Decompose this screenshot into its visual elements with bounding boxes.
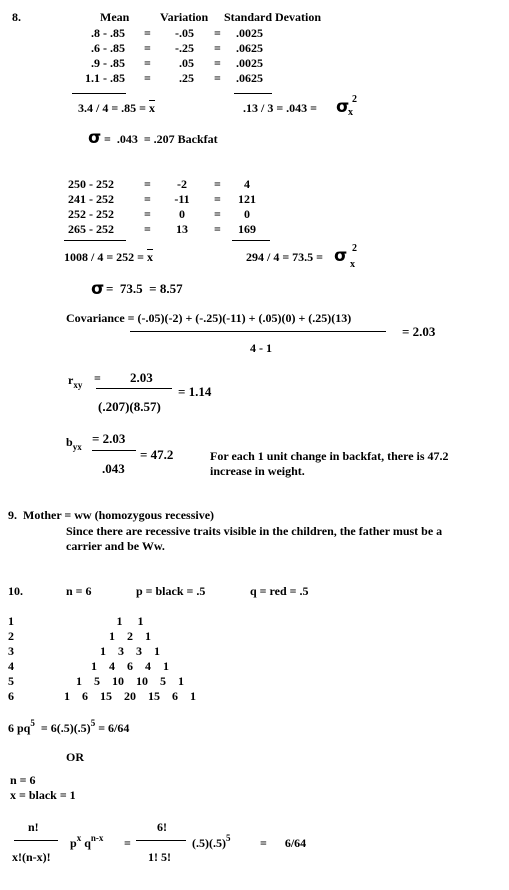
- sigma-symbol: σ: [334, 246, 348, 266]
- row-expr: 252 - 252: [68, 207, 114, 221]
- row-sq: 0: [244, 207, 250, 221]
- row-expr: 241 - 252: [68, 192, 114, 206]
- eq: =: [214, 56, 221, 70]
- binomial-term: 6 $pq^5 = 6(.5)(.5)^5 = 6/64$: [8, 718, 130, 735]
- eq: =: [214, 222, 221, 236]
- row-var: -.05: [175, 26, 194, 40]
- x-black: x = black = 1: [10, 788, 76, 802]
- row-var: -2: [177, 177, 187, 191]
- n-restated: n = 6: [10, 773, 36, 787]
- factorial-denominator: x!(n-x)!: [12, 850, 51, 864]
- weight-sd: = 73.5 = 8.57: [106, 281, 183, 296]
- covariance-denominator: 4 - 1: [250, 341, 272, 355]
- row-expr: .8 - .85: [91, 26, 125, 40]
- eq: =: [144, 222, 151, 236]
- interpretation-line-2: increase in weight.: [210, 464, 305, 478]
- header-mean: Mean: [100, 10, 130, 24]
- row-var: -11: [174, 192, 190, 206]
- eq: =: [144, 56, 151, 70]
- b-symbol: $b_{yx}$: [66, 435, 82, 452]
- n-value: n = 6: [66, 584, 92, 598]
- factorial-denominator-2: 1! 5!: [148, 850, 171, 864]
- variance-calculation: .13 / 3 = .043 =: [243, 101, 321, 115]
- probability-values: $(.5)(.5)^5$: [192, 833, 231, 850]
- row-label: 2: [8, 629, 14, 643]
- eq: =: [144, 192, 151, 206]
- row-label: 6: [8, 689, 14, 703]
- row-var: -.25: [175, 41, 194, 55]
- backfat-sd: = .043 = .207 Backfat: [104, 132, 218, 146]
- eq: =: [144, 207, 151, 221]
- problem-8-number: 8.: [12, 10, 21, 24]
- variance2-calculation: 294 / 4 = 73.5 =: [246, 250, 327, 264]
- eq: =: [94, 371, 101, 385]
- correlation-result: = 1.14: [178, 384, 212, 399]
- sigma-symbol: σ: [88, 128, 102, 148]
- sum-rule: [234, 93, 272, 94]
- r-symbol: $r_{xy}$: [68, 373, 83, 390]
- row-var: 0: [179, 207, 185, 221]
- triangle-row: 1 5 10 10 5 1: [76, 674, 184, 688]
- row-sq: 121: [238, 192, 256, 206]
- sigma-symbol: σ: [91, 279, 105, 299]
- problem-9-line-3: carrier and be Ww.: [66, 539, 165, 553]
- covariance-result: = 2.03: [402, 324, 436, 339]
- factorial-numerator-2: 6!: [157, 820, 167, 834]
- row-expr: .9 - .85: [91, 56, 125, 70]
- subscript-x: x: [348, 107, 353, 118]
- subscript-x: x: [350, 259, 355, 270]
- regression-result: = 47.2: [140, 447, 174, 462]
- row-sq: 4: [244, 177, 250, 191]
- regression-numerator: = 2.03: [92, 431, 126, 446]
- triangle-row: 1 3 3 1: [100, 644, 160, 658]
- header-standard-deviation: Standard Devation: [224, 10, 322, 24]
- row-sq: 169: [238, 222, 256, 236]
- eq: =: [214, 41, 221, 55]
- final-result: = 6/64: [260, 836, 307, 850]
- row-var: .05: [179, 56, 194, 70]
- eq: =: [214, 192, 221, 206]
- row-expr: 250 - 252: [68, 177, 114, 191]
- sum-rule: [232, 240, 270, 241]
- interpretation-line-1: For each 1 unit change in backfat, there is 47.2: [210, 449, 449, 463]
- row-label: 3: [8, 644, 14, 658]
- correlation-numerator: 2.03: [130, 370, 153, 385]
- eq: =: [214, 71, 221, 85]
- sigma-symbol: σ: [336, 97, 350, 117]
- or-label: OR: [66, 750, 84, 764]
- row-label: 4: [8, 659, 14, 673]
- p-value: p = black = .5: [136, 584, 206, 598]
- superscript-2: 2: [352, 94, 357, 105]
- eq: =: [144, 26, 151, 40]
- sum-rule: [64, 240, 126, 241]
- row-label: 1: [8, 614, 14, 628]
- mean2-calculation: $1008 / 4 = 252 = \overline{x}$: [64, 250, 154, 264]
- row-label: 5: [8, 674, 14, 688]
- row-sq: .0625: [236, 71, 263, 85]
- x-bar-symbol: $\overline{x}$: [147, 250, 154, 264]
- probability-term: $p^x$ $q^{n-x}$: [70, 833, 104, 850]
- row-sq: .0025: [236, 56, 263, 70]
- row-expr: 265 - 252: [68, 222, 114, 236]
- fraction-bar: [14, 840, 58, 841]
- sum-rule: [72, 93, 126, 94]
- covariance-numerator: Covariance = (-.05)(-2) + (-.25)(-11) + (.05)(0) + (.25)(13): [66, 311, 352, 325]
- row-sq: .0025: [236, 26, 263, 40]
- triangle-row: 1 1: [116, 614, 144, 628]
- triangle-row: 1 4 6 4 1: [91, 659, 169, 673]
- fraction-bar: [92, 450, 136, 451]
- row-var: 13: [176, 222, 188, 236]
- eq: =: [214, 26, 221, 40]
- x-bar-symbol: $\overline{x}$: [149, 101, 156, 115]
- triangle-row: 1 6 15 20 15 6 1: [64, 689, 196, 703]
- row-expr: 1.1 - .85: [85, 71, 125, 85]
- eq: =: [144, 71, 151, 85]
- row-expr: .6 - .85: [91, 41, 125, 55]
- superscript-2: 2: [352, 243, 357, 254]
- correlation-denominator: (.207)(8.57): [98, 399, 161, 414]
- row-var: .25: [179, 71, 194, 85]
- fraction-bar: [136, 840, 186, 841]
- problem-10-number: 10.: [8, 584, 23, 598]
- eq: =: [124, 836, 131, 850]
- eq: =: [144, 177, 151, 191]
- regression-denominator: .043: [102, 461, 125, 476]
- q-value: q = red = .5: [250, 584, 309, 598]
- triangle-row: 1 2 1: [109, 629, 151, 643]
- eq: =: [214, 177, 221, 191]
- mean-calculation: $3.4 / 4 = .85 = \overline{x}$: [78, 101, 156, 115]
- fraction-bar: [96, 388, 172, 389]
- row-sq: .0625: [236, 41, 263, 55]
- factorial-numerator: n!: [28, 820, 39, 834]
- eq: =: [214, 207, 221, 221]
- problem-9-line-2: Since there are recessive traits visible in the children, the father must be a: [66, 524, 443, 538]
- eq: =: [144, 41, 151, 55]
- fraction-bar: [130, 331, 386, 332]
- problem-9-line-1: 9. Mother = ww (homozygous recessive): [8, 508, 215, 522]
- header-variation: Variation: [160, 10, 209, 24]
